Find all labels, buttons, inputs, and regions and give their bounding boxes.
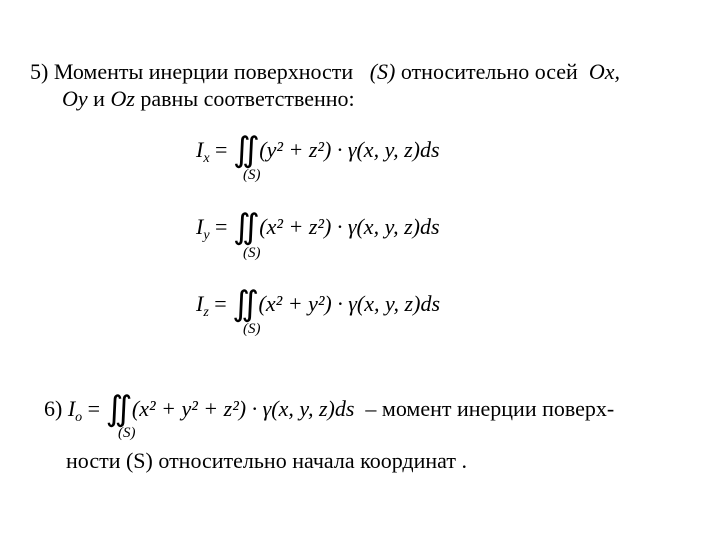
formula-body: (y² + z²) · γ(x, y, z)ds — [259, 137, 440, 162]
formula-lhs: I — [196, 137, 204, 162]
axis-oz: Oz — [110, 86, 135, 111]
formula-body: (x² + y²) · γ(x, y, z)ds — [258, 291, 441, 316]
integral-region: (S) — [243, 245, 261, 261]
double-integral-icon: ∬ — [105, 391, 127, 428]
item5-line1-text: Моменты инерции поверхности — [53, 59, 354, 84]
formula-ix — [196, 126, 440, 169]
formula-body: (x² + y² + z²) · γ(x, y, z)ds — [131, 396, 355, 421]
formula-sub: o — [75, 410, 83, 425]
integral-region: (S) — [243, 167, 261, 183]
axis-ox: Ox, — [588, 59, 620, 84]
item5-line1 — [30, 59, 620, 85]
formula-sub: x — [203, 151, 210, 166]
formula-iz — [196, 280, 441, 323]
item6-line2: ности (S) относительно начала координат . — [66, 448, 467, 473]
axis-oy: Oy — [62, 86, 88, 111]
double-integral-icon: ∬ — [232, 286, 254, 323]
conj: и — [93, 86, 105, 111]
formula-body: (x² + z²) · γ(x, y, z)ds — [259, 214, 440, 239]
double-integral-icon: ∬ — [232, 132, 254, 169]
item5-line2-text: равны соответственно: — [140, 86, 355, 111]
item5-line1-mid: относительно осей — [400, 59, 578, 84]
formula-lhs: I — [196, 291, 204, 316]
item6-line1 — [44, 385, 615, 428]
formula-lhs: I — [67, 396, 76, 421]
formula-eq: = — [215, 214, 228, 239]
formula-eq: = — [87, 396, 101, 421]
item5-line2 — [62, 86, 355, 112]
formula-eq: = — [215, 137, 228, 162]
formula-iy — [196, 203, 440, 246]
formula-lhs: I — [196, 214, 204, 239]
formula-eq: = — [214, 291, 227, 316]
double-integral-icon: ∬ — [232, 209, 254, 246]
formula-sub: y — [203, 228, 210, 243]
surface-symbol: (S) — [369, 59, 396, 84]
integral-region: (S) — [118, 425, 136, 441]
item6-text1: – момент инерции поверх- — [365, 396, 615, 421]
item5-number: 5) — [30, 59, 49, 84]
integral-region: (S) — [243, 321, 261, 337]
item6-number: 6) — [44, 396, 63, 421]
formula-sub: z — [203, 305, 209, 320]
